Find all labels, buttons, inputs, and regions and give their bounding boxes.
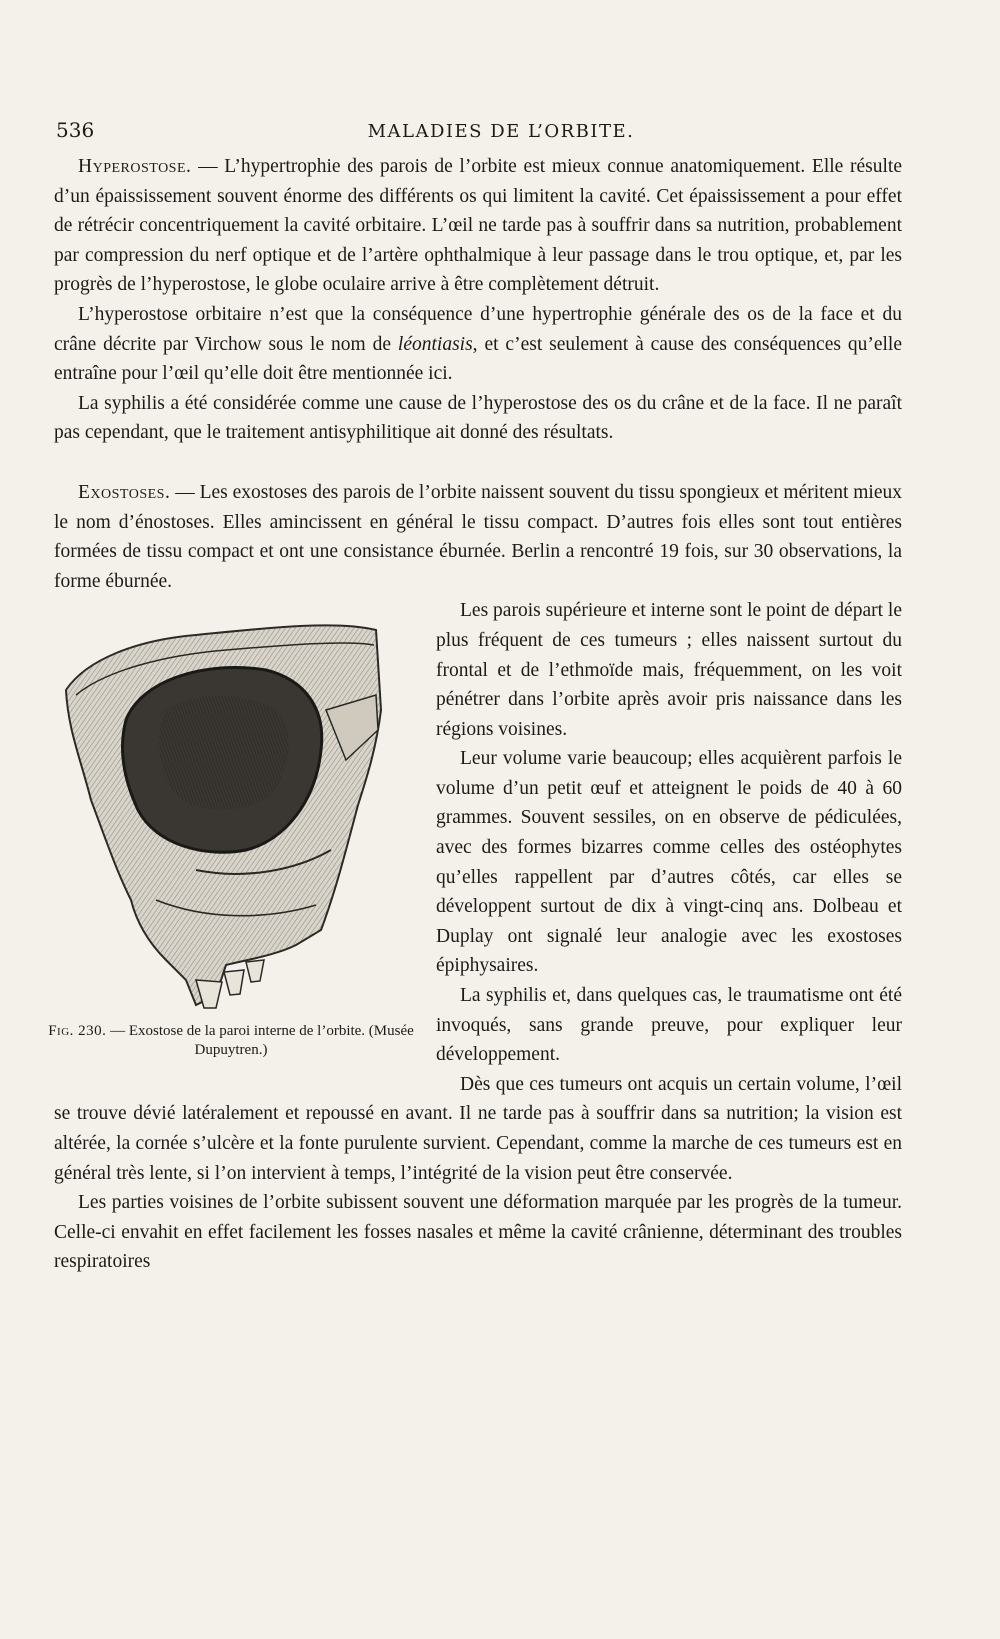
paragraph-leontiasis	[54, 300, 902, 389]
tooth	[246, 960, 264, 982]
paragraph-text: — L’hypertrophie des parois de l’orbite est mieux connue anatomiquement. Elle résulte d’un épaississement souvent énorme des différents os qui limitent la cavité. Cet épaississement a pour effet de rétrécir concentriquement la cavité orbitaire. L’œil ne tarde pas à souffrir dans sa nutrition, probablement par compression du nerf optique et de l’artère ophthalmique à leur passage dans le trou optique, et, par les progrès de l’hyperostose, le globe oculaire arrive à être complètement détruit.	[54, 156, 902, 296]
running-head	[56, 118, 906, 148]
figure-caption	[46, 1022, 416, 1060]
italic-term: léontiasis	[397, 333, 473, 355]
paragraph-text: La syphilis et, dans quelques cas, le traumatisme ont été invoqués, sans grande preuve, pour expliquer leur développement.	[436, 985, 902, 1066]
section-heading-exostoses: Exostoses.	[78, 481, 171, 503]
figure-caption-text: — Exostose de la paroi interne de l’orbite. (Musée Dupuytren.)	[106, 1023, 414, 1059]
paragraph-tumeurs	[54, 1070, 902, 1188]
tooth	[224, 970, 244, 995]
exostosis-mass	[159, 696, 289, 810]
paragraph-exostoses	[54, 478, 902, 596]
page-number: 536	[56, 118, 95, 142]
paragraph-text: , et c’est seulement à cause des conséquences qu’elle entraîne pour l’œil qu’elle doit être mentionnée ici.	[54, 333, 902, 385]
paragraph-hyperostose	[54, 152, 902, 300]
paragraph-text: Les parties voisines de l’orbite subissent souvent une déformation marquée par les progrès de la tumeur. Celle-ci envahit en effet facilement les fosses nasales et même la cavité crânienne, déterminant des troubles respiratoires	[54, 1192, 902, 1273]
paragraph-text: Leur volume varie beaucoup; elles acquièrent parfois le volume d’un petit œuf et atteignent le poids de 40 à 60 grammes. Souvent sessiles, on en observe de pédiculées, avec des formes bizarres comme celles des ostéophytes qu’elles rappellent par d’autres côtés, car elles se développent surtout de dix à vingt-cinq ans. Dolbeau et Duplay ont signalé leur analogie avec les exostoses épiphysaires.	[436, 748, 902, 977]
paragraph-text: L’hyperostose orbitaire n’est que la conséquence d’une hypertrophie générale des os de la face et du crâne décrite par Virchow sous le nom de	[54, 303, 902, 355]
body-text	[48, 152, 902, 1277]
figure-230	[46, 600, 416, 1072]
paragraph-parties-voisines	[54, 1188, 902, 1277]
section-heading-hyperostose: Hyperostose.	[78, 156, 192, 177]
paragraph-text: Dès que ces tumeurs ont acquis un certain volume, l’œil se trouve dévié latéralement et repoussé en avant. Il ne tarde pas à souffrir dans sa nutrition; la vision est altérée, la cornée s’ulcère et la fonte purulente survient. Cependant, comme la marche de ces tumeurs est en général très lente, si l’on intervient à temps, l’intégrité de la vision peut être conservée.	[54, 1073, 902, 1184]
skull-illustration	[46, 600, 416, 1020]
paragraph-text: La syphilis a été considérée comme une cause de l’hyperostose des os du crâne et de la face. Il ne paraît pas cependant, que le traitement antisyphilitique ait donné des résultats.	[54, 392, 902, 444]
paragraph-text: Les parois supérieure et interne sont le point de départ le plus fréquent de ces tumeurs ; elles naissent surtout du frontal et de l’ethmoïde mais, fréquemment, on les voit pénétrer dans l’orbite après avoir pris naissance dans les régions voisines.	[436, 600, 902, 740]
running-title: MALADIES DE L’ORBITE.	[367, 121, 635, 142]
figure-label: Fig. 230.	[48, 1023, 107, 1040]
paragraph-text: — Les exostoses des parois de l’orbite naissent souvent du tissu spongieux et méritent mieux le nom d’énostoses. Elles amincissent en général le tissu compact. D’autres fois elles sont tout entières formées de tissu compact et ont une consistance éburnée. Berlin a rencontré 19 fois, sur 30 observations, la forme éburnée.	[54, 481, 902, 592]
paragraph-syphilis-hyperostose	[54, 389, 902, 448]
